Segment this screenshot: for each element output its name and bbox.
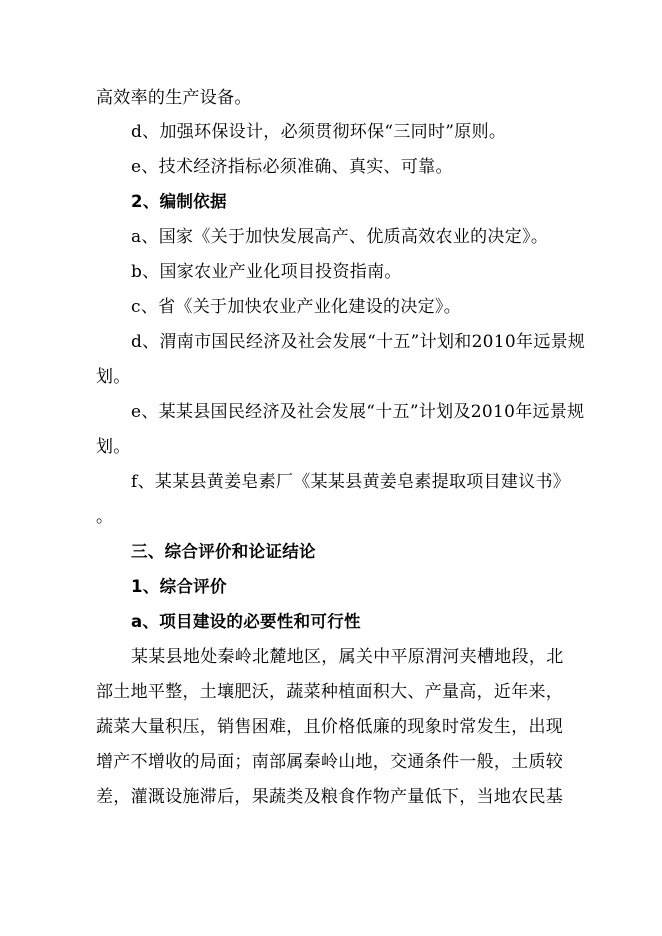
- principle-item-d: d、加强环保设计，必须贯彻环保“三同时”原则。: [131, 122, 507, 142]
- subheading-evaluation: 1、综合评价: [131, 577, 227, 596]
- body-paragraph-line: 部土地平整，土壤肥沃，蔬菜种植面积大、产量高，近年来，: [96, 682, 564, 702]
- basis-item-b: b、国家农业产业化项目投资指南。: [131, 262, 402, 282]
- basis-item-f: f、某某县黄姜皂素厂《某某县黄姜皂素提取项目建议书》: [131, 472, 571, 492]
- basis-item-e-wrap: 划。: [96, 437, 131, 457]
- basis-item-c: c、省《关于加快农业产业化建设的决定》。: [131, 297, 462, 317]
- body-paragraph-line: 某某县地处秦岭北麓地区，属关中平原渭河夹槽地段，北: [131, 647, 564, 667]
- paragraph-continuation: 高效率的生产设备。: [96, 88, 252, 108]
- subheading-necessity: a、项目建设的必要性和可行性: [131, 612, 361, 631]
- body-paragraph-line: 蔬菜大量积压，销售困难，且价格低廉的现象时常发生，出现: [96, 717, 564, 737]
- body-paragraph-line: 差，灌溉设施滞后，果蔬类及粮食作物产量低下，当地农民基: [96, 787, 564, 807]
- basis-item-d-wrap: 划。: [96, 367, 131, 387]
- principle-item-e: e、技术经济指标必须准确、真实、可靠。: [131, 157, 453, 177]
- basis-item-d: d、渭南市国民经济及社会发展“十五”计划和2010年远景规: [131, 332, 586, 352]
- section-heading-evaluation: 三、综合评价和论证结论: [131, 542, 316, 561]
- basis-item-f-wrap: 。: [96, 507, 114, 527]
- basis-item-a: a、国家《关于加快发展高产、优质高效农业的决定》。: [131, 227, 549, 247]
- body-paragraph-line: 增产不增收的局面；南部属秦岭山地，交通条件一般，土质较: [96, 752, 564, 772]
- section-heading-basis: 2、编制依据: [131, 192, 227, 211]
- basis-item-e: e、某某县国民经济及社会发展“十五”计划及2010年远景规: [131, 402, 585, 422]
